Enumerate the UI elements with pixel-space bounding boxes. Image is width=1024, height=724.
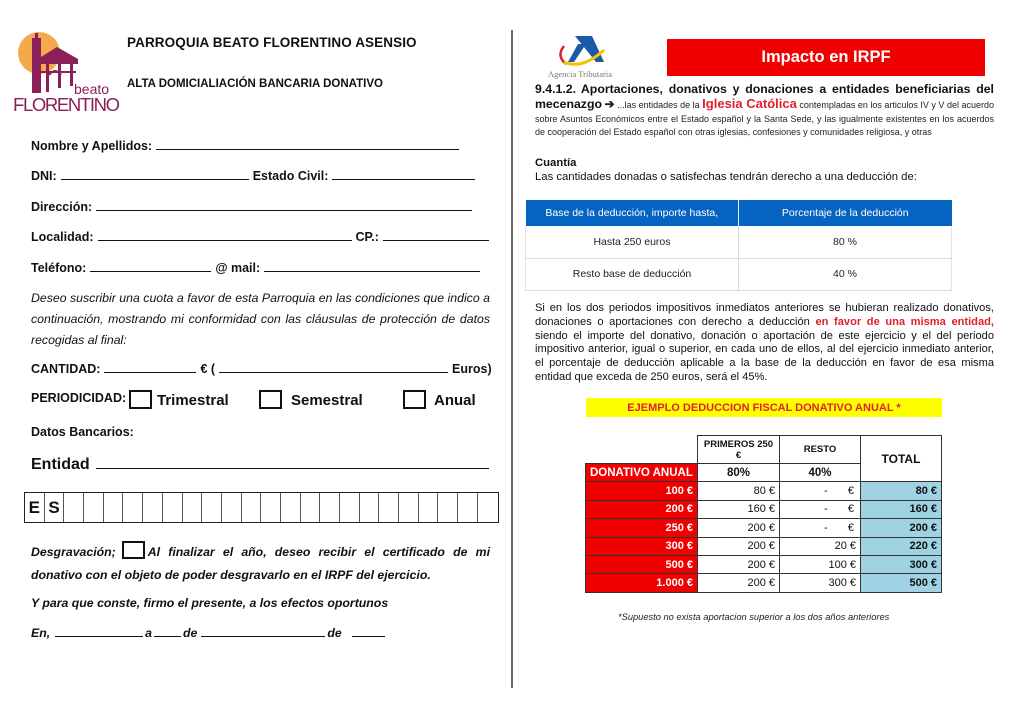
- resto-cell: [780, 500, 861, 518]
- example-row: [586, 482, 942, 500]
- cantidad-suffix: Euros): [452, 362, 492, 376]
- estado-civil-field[interactable]: [332, 168, 475, 180]
- resto-cell: 300 €: [780, 574, 861, 592]
- iban-cell[interactable]: [340, 493, 360, 522]
- fecha-en-label: En,: [31, 626, 51, 640]
- fecha-de1-label: de: [182, 626, 198, 640]
- resto-currency: €: [847, 503, 854, 516]
- iban-cell[interactable]: [143, 493, 163, 522]
- desgravacion-checkbox[interactable]: [122, 541, 145, 559]
- nombre-label: Nombre y Apellidos:: [31, 139, 153, 153]
- donativo-anual-label: DONATIVO ANUAL: [586, 464, 698, 482]
- iban-cell[interactable]: [104, 493, 124, 522]
- iban-cell[interactable]: [242, 493, 262, 522]
- semestral-checkbox[interactable]: [259, 390, 282, 409]
- desgravacion-text: Al finalizar el año, deseo recibir el certificado de mi donativo con el objeto de poder desgravarlo en el IRPF del ejercicio.: [31, 545, 490, 582]
- dia-field[interactable]: [154, 626, 181, 637]
- entidad-label: Entidad: [31, 456, 90, 473]
- localidad-row: [31, 229, 493, 244]
- nombre-row: [31, 138, 463, 153]
- header-total: TOTAL: [861, 436, 942, 482]
- dni-label: DNI:: [31, 169, 57, 183]
- section-text-before: ...las entidades de la: [617, 100, 700, 111]
- anual-label: Anual: [434, 392, 476, 409]
- base-cell: Hasta 250 euros: [526, 226, 739, 258]
- cantidad-row: [31, 361, 492, 376]
- iban-cell[interactable]: [438, 493, 458, 522]
- iban-cell[interactable]: [419, 493, 439, 522]
- primeros-cell: 200 €: [698, 519, 780, 537]
- primeros-cell: 200 €: [698, 555, 780, 573]
- porcentaje-cell: 40 %: [739, 258, 952, 290]
- iban-cell[interactable]: [478, 493, 498, 522]
- cantidad-currency: € (: [200, 362, 216, 376]
- trimestral-label: Trimestral: [157, 392, 229, 409]
- logo-line1: beato: [74, 81, 110, 97]
- iban-boxes: [24, 492, 499, 523]
- resto-cell: 20 €: [780, 537, 861, 555]
- deduction-table: [525, 200, 952, 291]
- iban-cell[interactable]: [222, 493, 242, 522]
- example-row: [586, 537, 942, 555]
- deduction-table-header: [526, 200, 952, 226]
- total-cell: 160 €: [861, 500, 942, 518]
- blank-cell: [586, 436, 698, 464]
- example-row: [586, 500, 942, 518]
- iban-cell[interactable]: [183, 493, 203, 522]
- section-number: 9.4.1.2.: [535, 82, 577, 96]
- direccion-field[interactable]: [96, 199, 472, 211]
- header-base: Base de la deducción, importe hasta,: [526, 200, 739, 226]
- section-text-after: contempladas en los articulos IV y V del acuerdo sobre Asuntos Económicos entre el Estado español y la Santa Sede, y las igualmente existentes en los acuerdos de cooperación del Estado español con otras iglesias, confesiones y comunidades religiosa, y otras: [535, 100, 994, 138]
- firma-text: Y para que conste, firmo el presente, a los efectos oportunos: [31, 596, 389, 610]
- fecha-de2-label: de: [327, 626, 342, 640]
- donativo-cell: 500 €: [586, 555, 698, 573]
- primeros-cell: 200 €: [698, 574, 780, 592]
- iban-cell[interactable]: [360, 493, 380, 522]
- example-row: [586, 519, 942, 537]
- desgravacion-label: Desgravación;: [31, 545, 116, 559]
- localidad-field[interactable]: [98, 229, 352, 241]
- total-cell: 300 €: [861, 555, 942, 573]
- direccion-label: Dirección:: [31, 200, 93, 214]
- header-resto: RESTO: [780, 436, 861, 464]
- resto-value: -: [824, 485, 828, 498]
- arrow-right-icon: ➔: [604, 97, 615, 112]
- table-row: [526, 258, 952, 290]
- resto-value: -: [824, 503, 828, 516]
- cantidad-field[interactable]: [104, 361, 196, 373]
- nombre-field[interactable]: [156, 138, 459, 150]
- article-part2: siendo el importe del donativo, donación o aportación de este ejercicio y el del periodo impositivo anterior, igual o superior, en cada uno de ellos, al del ejercicio inmediato anterior, el porcentaje de deducción aplicable a la base de la deducción en favor de esa misma entidad que exceda de 250 euros, será el 45%.: [535, 329, 994, 383]
- mes-field[interactable]: [201, 626, 325, 637]
- example-row: [586, 555, 942, 573]
- cuantia-heading: Cuantía: [535, 157, 577, 169]
- donativo-cell: 200 €: [586, 500, 698, 518]
- iban-cell[interactable]: S: [45, 493, 65, 522]
- estado-civil-label: Estado Civil:: [252, 169, 329, 183]
- resto-cell: [780, 519, 861, 537]
- trimestral-checkbox[interactable]: [129, 390, 152, 409]
- total-cell: 220 €: [861, 537, 942, 555]
- example-header-row: [586, 436, 942, 464]
- example-row: [586, 574, 942, 592]
- iban-cell[interactable]: [458, 493, 478, 522]
- desgravacion-paragraph: [31, 541, 490, 587]
- total-cell: 200 €: [861, 519, 942, 537]
- resto-value: -: [824, 521, 828, 534]
- iban-cell[interactable]: [202, 493, 222, 522]
- direccion-row: [31, 199, 476, 214]
- irpf-banner: Impacto en IRPF: [667, 39, 985, 76]
- resto-currency: €: [847, 521, 854, 534]
- donativo-cell: 300 €: [586, 537, 698, 555]
- fecha-a-label: a: [145, 626, 152, 640]
- agencia-tributaria-text: Agencia Tributaria: [548, 69, 612, 79]
- iban-cell[interactable]: [123, 493, 143, 522]
- iban-cell[interactable]: [281, 493, 301, 522]
- table-row: [526, 226, 952, 258]
- lugar-field[interactable]: [55, 626, 143, 637]
- cantidad-label: CANTIDAD:: [31, 362, 101, 376]
- article-part1: Si en los dos periodos impositivos inmediatos anteriores se hubieran realizado donativos, donaciones o aportaciones con derecho a deducción: [535, 302, 994, 328]
- section-heading: Aportaciones, donativos y donaciones a entidades beneficiarias del mecenazgo: [535, 82, 994, 112]
- localidad-label: Localidad:: [31, 230, 94, 244]
- iban-cell[interactable]: E: [25, 493, 45, 522]
- article-paragraph: [535, 302, 994, 385]
- total-cell: 80 €: [861, 482, 942, 500]
- iban-cell[interactable]: [399, 493, 419, 522]
- iban-cell[interactable]: [163, 493, 183, 522]
- intro-paragraph: Deseo suscribir una cuota a favor de esta Parroquia en las condiciones que indico a continuación, mostrando mi conformidad con las cláusulas de protección de datos recogidas al final:: [31, 291, 490, 347]
- form-subtitle: ALTA DOMICIALIACIÓN BANCARIA DONATIVO: [127, 78, 383, 90]
- donativo-cell: 250 €: [586, 519, 698, 537]
- mail-label: @ mail:: [215, 261, 261, 275]
- iban-cell[interactable]: [64, 493, 84, 522]
- telefono-row: [31, 260, 484, 275]
- logo-line2: FLORENTINO: [13, 94, 120, 113]
- example-table: [585, 435, 942, 593]
- primeros-cell: 160 €: [698, 500, 780, 518]
- parish-title: PARROQUIA BEATO FLORENTINO ASENSIO: [127, 35, 417, 50]
- iban-cell[interactable]: [320, 493, 340, 522]
- donativo-cell: 100 €: [586, 482, 698, 500]
- entidad-field[interactable]: [96, 455, 489, 469]
- pct-primeros: 80%: [698, 464, 780, 482]
- periodicidad-label-row: [31, 391, 126, 405]
- footnote: *Supuesto no exista aportacion superior a los dos años anteriores: [618, 612, 890, 622]
- header-primeros: PRIMEROS 250 €: [698, 436, 780, 464]
- page-divider: [511, 30, 513, 688]
- iban-cell[interactable]: [84, 493, 104, 522]
- periodicidad-label: PERIODICIDAD:: [31, 391, 127, 405]
- resto-currency: €: [847, 485, 854, 498]
- cp-label: CP.:: [355, 230, 379, 244]
- semestral-label: Semestral: [291, 392, 363, 409]
- header-porcentaje: Porcentaje de la deducción: [739, 200, 952, 226]
- resto-cell: 100 €: [780, 555, 861, 573]
- telefono-label: Teléfono:: [31, 261, 87, 275]
- cuantia-description: Las cantidades donadas o satisfechas tendrán derecho a una deducción de:: [535, 171, 917, 183]
- beato-florentino-logo: [12, 31, 122, 113]
- mecenazgo-section: [535, 83, 994, 140]
- primeros-cell: 200 €: [698, 537, 780, 555]
- misma-entidad-highlight: en favor de una misma entidad,: [815, 315, 994, 328]
- entidad-row: [31, 455, 489, 474]
- pct-resto: 40%: [780, 464, 861, 482]
- example-banner: EJEMPLO DEDUCCION FISCAL DONATIVO ANUAL *: [586, 398, 942, 417]
- primeros-cell: 80 €: [698, 482, 780, 500]
- iban-cell[interactable]: [261, 493, 281, 522]
- iglesia-catolica-highlight: Iglesia Católica: [702, 96, 797, 112]
- telefono-field[interactable]: [90, 260, 211, 272]
- dni-field[interactable]: [61, 168, 249, 180]
- fecha-row: [31, 626, 387, 640]
- dni-row: [31, 168, 479, 183]
- porcentaje-cell: 80 %: [739, 226, 952, 258]
- anio-field[interactable]: [352, 626, 385, 637]
- cp-field[interactable]: [383, 229, 489, 241]
- iban-cell[interactable]: [301, 493, 321, 522]
- anual-checkbox[interactable]: [403, 390, 426, 409]
- resto-cell: [780, 482, 861, 500]
- donativo-cell: 1.000 €: [586, 574, 698, 592]
- datos-bancarios-label: Datos Bancarios:: [31, 425, 134, 439]
- base-cell: Resto base de deducción: [526, 258, 739, 290]
- iban-cell[interactable]: [379, 493, 399, 522]
- mail-field[interactable]: [264, 260, 480, 272]
- cantidad-letras-field[interactable]: [219, 361, 448, 373]
- total-cell: 500 €: [861, 574, 942, 592]
